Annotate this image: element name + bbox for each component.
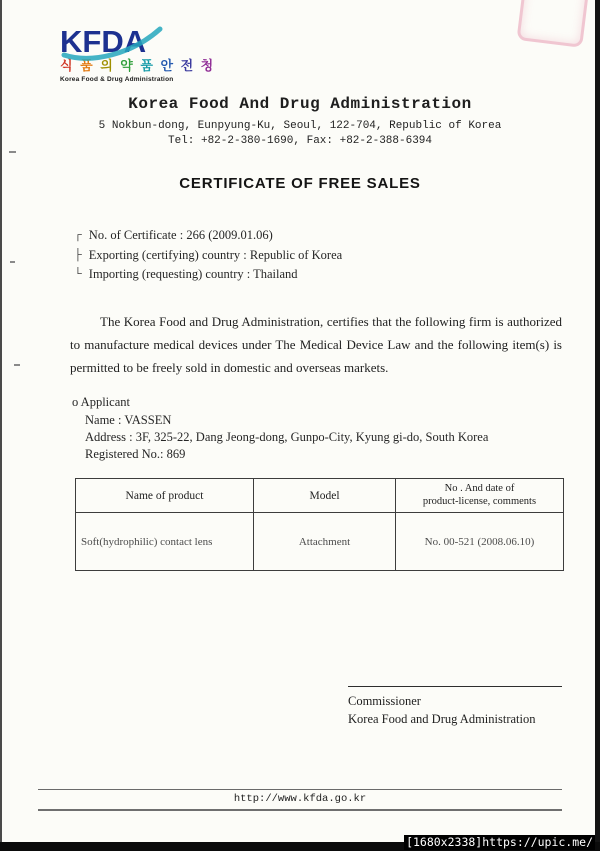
scan-edge-right [595,0,600,851]
signature-line [348,686,562,687]
cell-license: No. 00-521 (2008.06.10) [396,513,564,571]
signer-organization: Korea Food and Drug Administration [348,712,536,726]
applicant-name: Name : VASSEN [85,413,172,427]
cell-model: Attachment [254,513,396,571]
korean-char: 의 [100,59,115,74]
header-name-of-product: Name of product [76,479,254,513]
footer-rule-bottom [38,809,562,811]
scan-artifact [9,151,16,153]
bracket-top-icon: ┌ [74,229,82,241]
kfda-logo-text: KFDA [60,24,147,59]
org-name: Korea Food And Drug Administration [128,95,472,113]
document-title: CERTIFICATE OF FREE SALES [179,175,421,192]
certification-statement: The Korea Food and Drug Administration, certifies that the following firm is authorized to manufacture medical devices under The Medical Device Law and the following item(s) is permitted to be freely sold in domestic and overseas markets. [70,314,562,375]
korean-char: 안 [160,59,175,74]
logo-subtitle: Korea Food & Drug Administration [60,76,174,83]
header-license-line2: product-license, comments [422,495,537,507]
org-contact: Tel: +82-2-380-1690, Fax: +82-2-388-6394 [167,135,433,147]
page-footer [38,789,562,811]
korean-char: 청 [200,59,215,74]
cell-product-name: Soft(hydrophilic) contact lens [76,513,254,571]
logo-swoosh-icon [60,24,164,62]
header-license [396,479,564,513]
applicant-registered-no: Registered No.: 869 [85,447,186,461]
bracket-mid-icon: ├ [74,248,82,261]
applicant-heading: o Applicant [72,395,130,409]
signature-block [348,686,562,728]
korean-char: 전 [180,59,195,74]
exporting-country-row [74,246,342,266]
korean-char: 식 [60,59,75,74]
signer-title: Commissioner [348,694,421,708]
exporting-country: Exporting (certifying) country : Republic of Korea [88,247,343,262]
importing-country-row [74,265,342,285]
applicant-address: Address : 3F, 325-22, Dang Jeong-dong, Gunpo-City, Kyung gi-do, South Korea [85,430,489,444]
table-header-row [76,479,564,513]
header-model: Model [254,479,396,513]
certificate-number: No. of Certificate : 266 (2009.01.06) [88,228,273,242]
scan-edge-left [0,0,2,851]
letterhead [0,95,600,147]
product-table [75,478,564,571]
footer-url: http://www.kfda.go.kr [233,793,367,805]
certificate-info [74,226,342,285]
certificate-number-row [74,226,342,246]
bracket-bottom-icon: └ [74,268,82,280]
table-row [76,513,564,571]
image-host-watermark: [1680x2338]https://upic.me/ [406,835,593,849]
kfda-logo [60,24,220,83]
importing-country: Importing (requesting) country : Thailand [88,267,298,281]
scan-artifact [14,364,20,366]
ink-stamp [516,0,589,48]
korean-char: 약 [120,59,135,74]
applicant-details [85,412,488,463]
korean-char: 품 [80,59,95,74]
scan-artifact [10,261,15,263]
org-address: 5 Nokbun-dong, Eunpyung-Ku, Seoul, 122-704, Republic of Korea [98,120,502,132]
header-license-line1: No . And date of [444,483,515,494]
applicant-section [72,394,488,463]
korean-char: 품 [140,59,155,74]
